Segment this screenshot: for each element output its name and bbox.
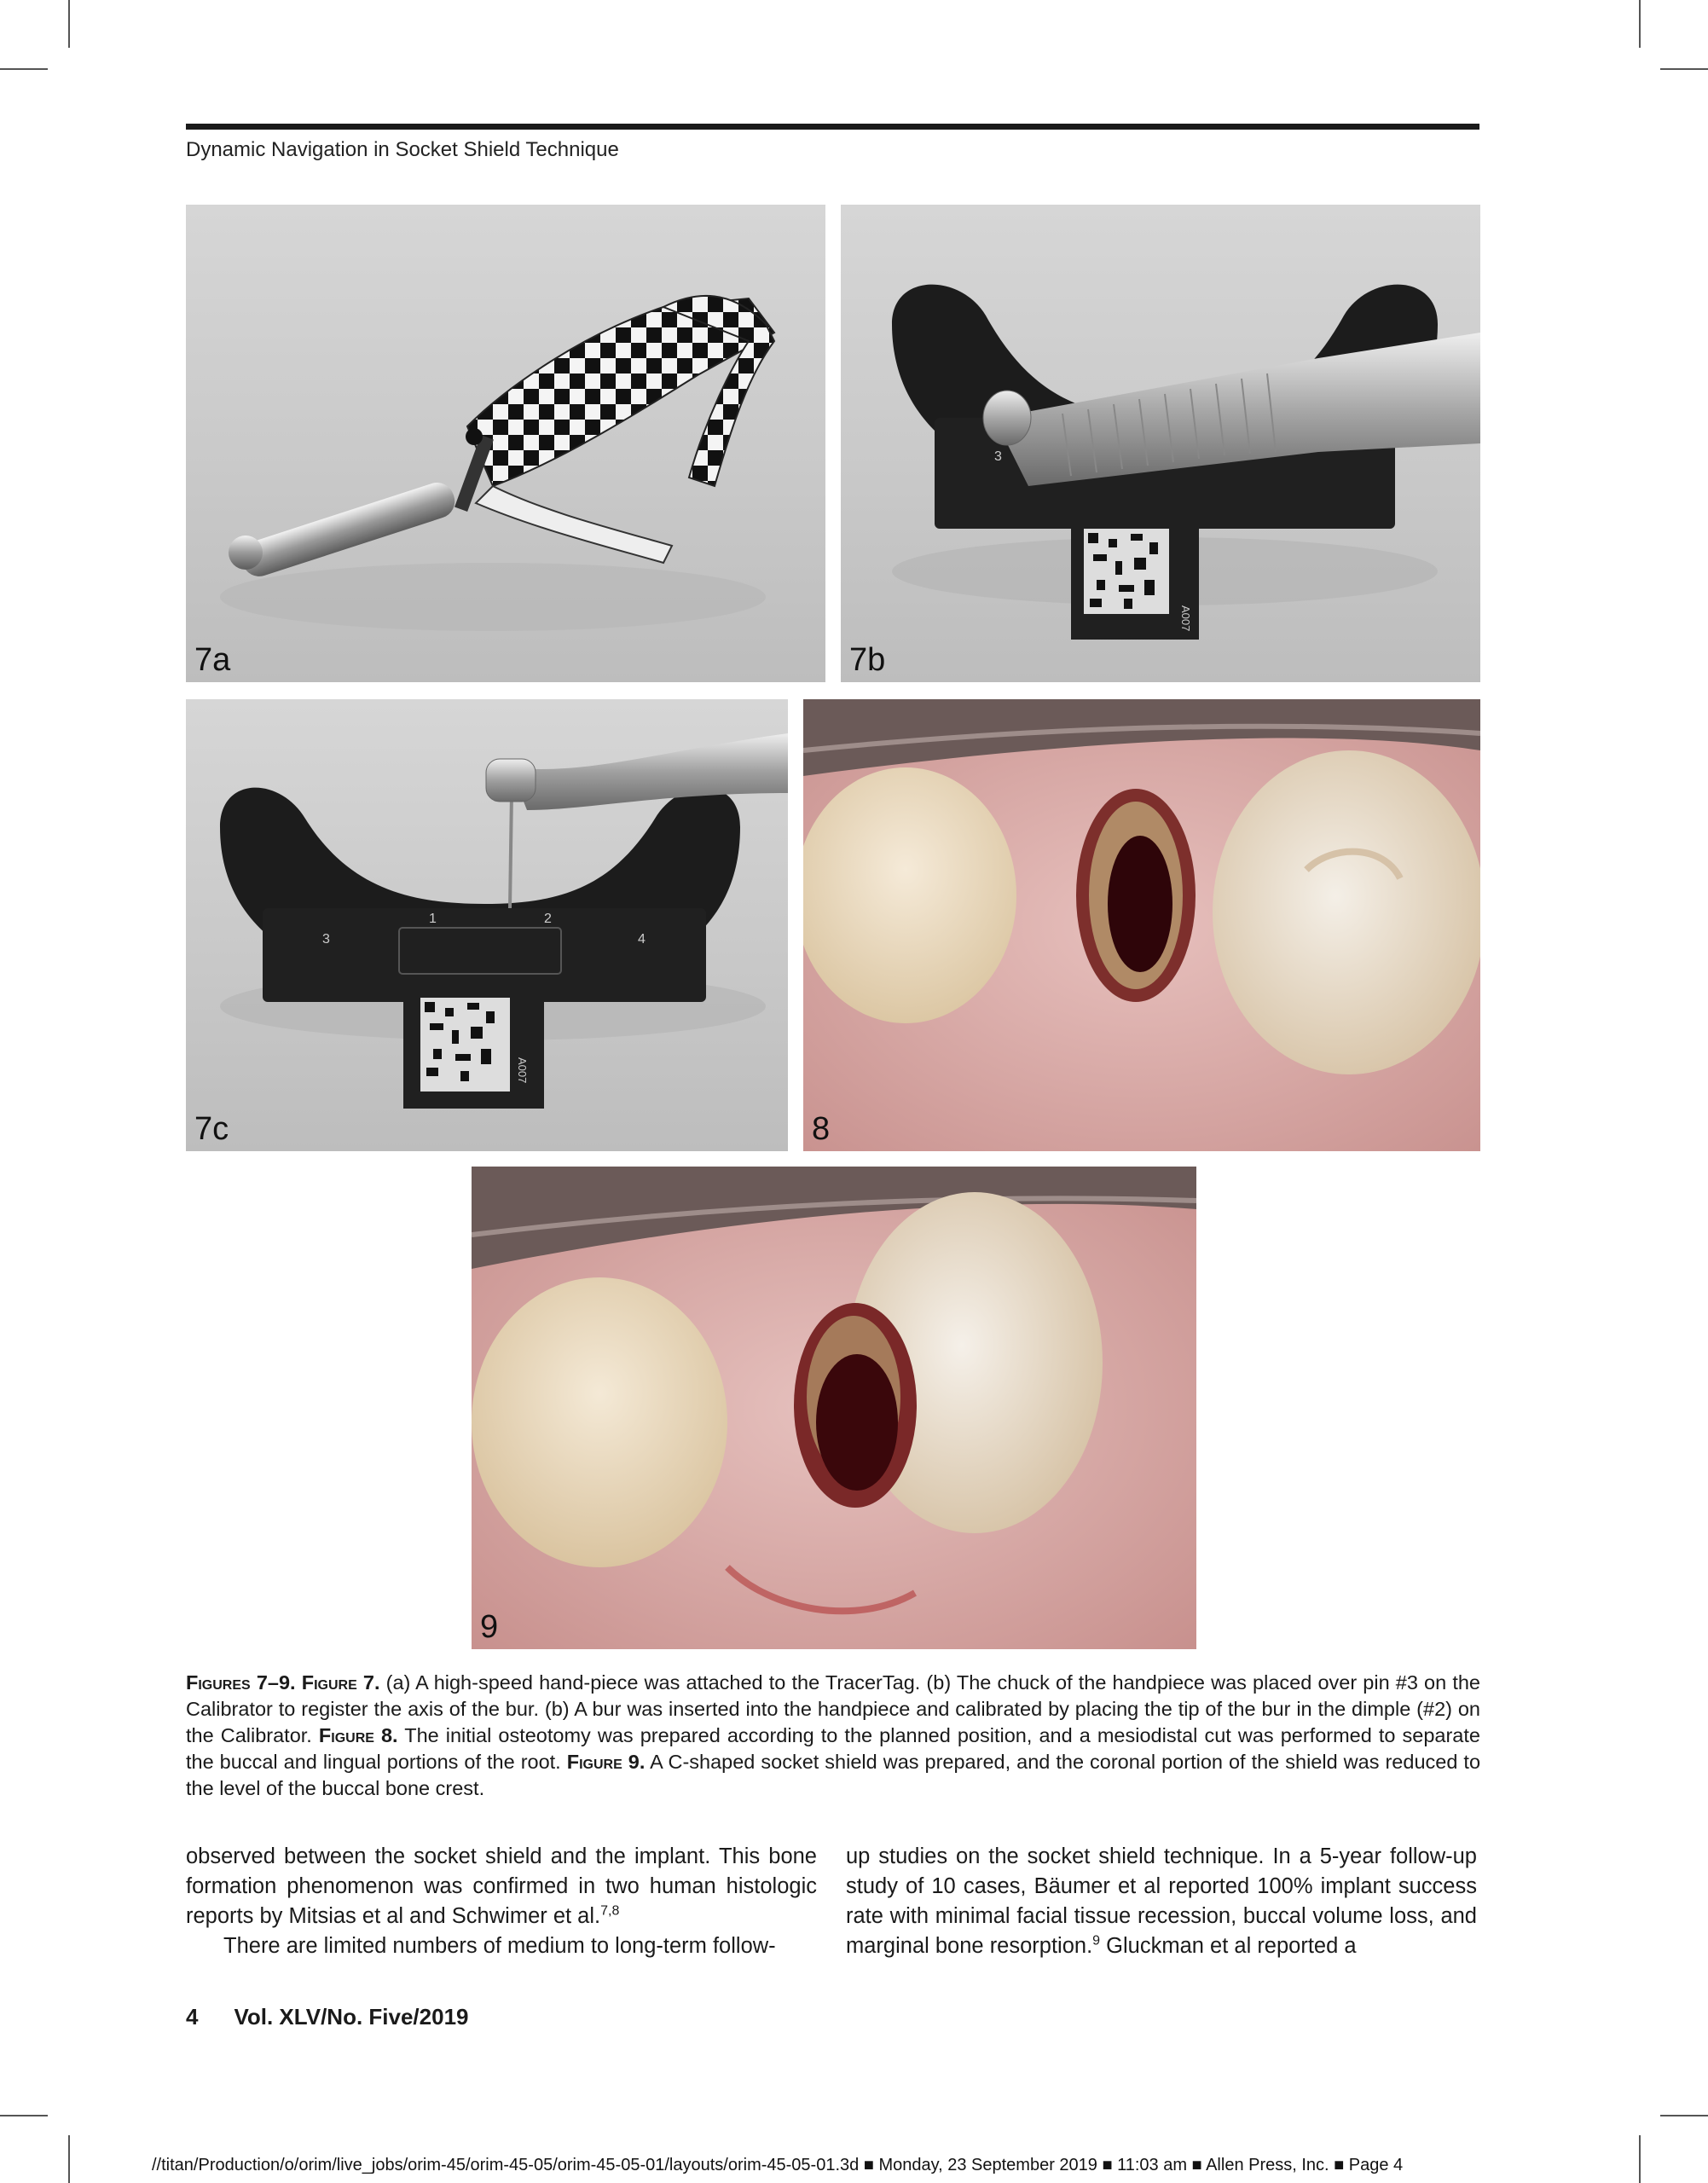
crop-mark: [1660, 2115, 1708, 2116]
pin-4-label: 4: [638, 932, 646, 947]
pin-3-label: 3: [994, 449, 1002, 464]
caption-fig9-label: Figure 9.: [566, 1751, 646, 1773]
caption-fig7-label: Figure 7.: [301, 1671, 380, 1694]
code-label: A007: [1179, 605, 1192, 632]
crop-mark: [68, 0, 70, 48]
crop-mark: [0, 2115, 48, 2116]
figure-label: 7c: [194, 1111, 229, 1147]
crop-mark: [0, 68, 48, 70]
figure-label: 7b: [849, 642, 886, 678]
pin-3-label: 3: [322, 932, 330, 947]
figure-7c: [186, 699, 788, 1151]
body-column-right: [846, 1842, 1477, 1961]
issue-info: Vol. XLV/No. Five/2019: [234, 2004, 469, 2030]
caption-fig8-label: Figure 8.: [318, 1724, 398, 1746]
paragraph: There are limited numbers of medium to long-term follow-: [223, 1934, 776, 1958]
body-column-left: [186, 1842, 817, 1961]
crop-mark: [68, 2135, 70, 2183]
page-number: 4: [186, 2004, 199, 2030]
crop-mark: [1660, 68, 1708, 70]
pin-2-label: 2: [544, 912, 552, 926]
figure-8: [803, 699, 1480, 1151]
crop-mark: [1639, 0, 1641, 48]
code-label: A007: [516, 1057, 529, 1084]
caption-lead: Figures 7–9.: [186, 1671, 296, 1694]
running-head: Dynamic Navigation in Socket Shield Technique: [186, 124, 1479, 162]
figure-label: 9: [480, 1609, 499, 1645]
calibrator-illustration: [841, 205, 1480, 682]
figure-9: [472, 1167, 1196, 1649]
paragraph-text: up studies on the socket shield technique. In a 5-year follow-up study of 10 cases, Bäumer et al reported 100% implant success rate with minimal facial tissue recession, buccal volume loss, and marginal bone resorption.: [846, 1844, 1477, 1958]
citation-ref: 7,8: [600, 1903, 620, 1919]
paragraph-text: observed between the socket shield and the implant. This bone formation phenomenon was confirmed in two human histologic reports by Mitsias et al and Schwimer et al.: [186, 1844, 817, 1928]
figure-7b: [841, 205, 1480, 682]
caption-fig8-text: The initial osteotomy was prepared according to the planned position, and a mesiodistal cut was performed to separate the buccal and lingual portions of the root.: [186, 1724, 1480, 1773]
caption-fig9-text: A C-shaped socket shield was prepared, and the coronal portion of the shield was reduced to the level of the buccal bone crest.: [186, 1751, 1481, 1799]
figure-7a: [186, 205, 825, 682]
socket-photo-8: [803, 699, 1480, 1151]
figure-label: 8: [812, 1111, 831, 1147]
paragraph: [186, 1842, 817, 1931]
tracer-tag-illustration: [186, 205, 825, 682]
figure-caption: [186, 1670, 1480, 1802]
crop-mark: [1639, 2135, 1641, 2183]
production-slug: //titan/Production/o/orim/live_jobs/orim-45/orim-45-05/orim-45-05-01/layouts/orim-45-05-01.3d ■ Monday, 23 September 2019 ■ 11:03 am ■ Allen Press, Inc. ■ Page 4: [152, 2156, 1404, 2174]
paragraph-text: Gluckman et al reported a: [1100, 1934, 1357, 1958]
figure-label: 7a: [194, 642, 231, 678]
calibrator-bur-illustration: [186, 699, 788, 1151]
socket-photo-9: [472, 1167, 1196, 1649]
footer-folio: [186, 2004, 469, 2030]
caption-fig7-text: (a) A high-speed hand-piece was attached to the TracerTag. (b) The chuck of the handpiece was placed over pin #3 on the Calibrator to register the axis of the bur. (b) A bur was inserted into the handpiece and calibrated by placing the tip of the bur in the dimple (#2) on the Calibrator.: [186, 1671, 1480, 1746]
pin-1-label: 1: [429, 912, 437, 926]
paragraph: [846, 1842, 1477, 1961]
citation-ref: 9: [1092, 1933, 1101, 1948]
